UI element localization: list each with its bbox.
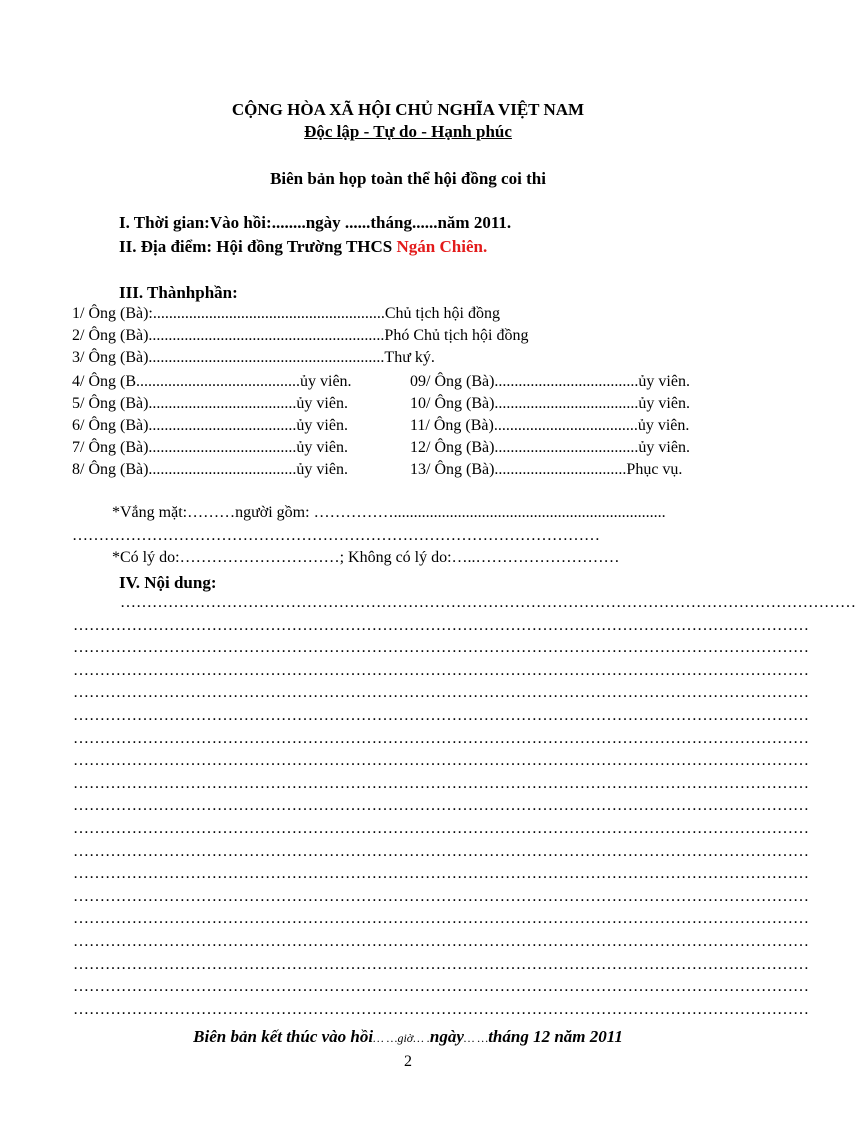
content-dotted-line: ………………………………………………………………………………………………………………………… <box>73 684 809 702</box>
closing-part-2: … …giờ… . <box>373 1031 430 1045</box>
content-dotted-line: ………………………………………………………………………………………………………………………… <box>73 616 809 634</box>
document-title: Biên bản họp toàn thể hội đồng coi thi <box>270 169 546 188</box>
content-dotted-line: ………………………………………………………………………………………………………………………… <box>73 729 809 747</box>
reason-line: *Có lý do:…………………………; Không có lý do:…..……………………… <box>112 549 620 566</box>
member-row: 1/ Ông (Bà):..........................................................Chủ tịch hội đồng <box>72 305 500 322</box>
member-row: 7/ Ông (Bà).....................................ủy viên. <box>72 439 348 456</box>
content-dotted-line: ………………………………………………………………………………………………………………………… <box>73 955 809 973</box>
content-dotted-line: ………………………………………………………………………………………………………………………… <box>73 865 809 883</box>
member-row: 6/ Ông (Bà).....................................ủy viên. <box>72 417 348 434</box>
closing-part-5: tháng 12 năm 2011 <box>488 1027 623 1046</box>
page-number: 2 <box>404 1053 412 1070</box>
content-dotted-line: ………………………………………………………………………………………………………………………… <box>73 707 809 724</box>
absent-detail-line: ……………………………………………………………………………………… <box>72 527 600 544</box>
member-row: 8/ Ông (Bà).....................................ủy viên. <box>72 461 348 478</box>
content-dotted-line: ………………………………………………………………………………………………………………………… <box>73 639 809 657</box>
member-row: 2/ Ông (Bà)...........................................................Phó Chủ tịch hội đồng <box>72 327 529 344</box>
member-row: 11/ Ông (Bà)....................................ủy viên. <box>410 417 690 434</box>
member-row: 4/ Ông (B.........................................ủy viên. <box>72 373 352 390</box>
content-dotted-line: ………………………………………………………………………………………………………………………… <box>73 933 809 950</box>
school-name: Ngán Chiên. <box>396 237 488 256</box>
closing-part-3: ngày <box>429 1027 464 1046</box>
member-row: 3/ Ông (Bà)...........................................................Thư ký. <box>72 349 435 366</box>
member-row: 12/ Ông (Bà)....................................ủy viên. <box>410 439 690 456</box>
content-dotted-line: ………………………………………………………………………………………………………………………… <box>73 842 809 860</box>
member-row: 13/ Ông (Bà).................................Phục vụ. <box>410 461 683 478</box>
closing-part-4: … … <box>463 1031 489 1045</box>
section-content-heading: IV. Nội dung: <box>119 573 217 592</box>
closing-part-1: Biên bản kết thúc vào hồi <box>193 1027 374 1046</box>
content-dotted-line: ………………………………………………………………………………………………………………………… <box>73 820 809 837</box>
content-dotted-line: ………………………………………………………………………………………………………………………… <box>73 774 809 792</box>
section-time: I. Thời gian:Vào hồi:........ngày ......tháng......năm 2011. <box>119 213 512 232</box>
content-dotted-line: ………………………………………………………………………………………………………………………… <box>73 910 809 928</box>
section-location <box>119 237 487 257</box>
content-dotted-line: ………………………………………………………………………………………………………………………… <box>73 887 809 905</box>
member-row: 10/ Ông (Bà)....................................ủy viên. <box>410 395 690 412</box>
location-prefix: II. Địa điểm: Hội đồng Trường THCS <box>119 237 397 256</box>
member-row: 09/ Ông (Bà)....................................ủy viên. <box>410 373 690 390</box>
member-row: 5/ Ông (Bà).....................................ủy viên. <box>72 395 348 412</box>
content-dotted-line: ………………………………………………………………………………………………………………………… <box>73 978 809 996</box>
content-dotted-line: ………………………………………………………………………………………………………………………… <box>73 797 809 815</box>
national-motto <box>0 122 816 142</box>
content-dotted-line: ………………………………………………………………………………………………………………………… <box>73 1000 809 1018</box>
section-members-heading: III. Thànhphần: <box>119 283 238 302</box>
closing-line <box>0 1027 816 1047</box>
absent-line: *Vắng mặt:………người gồm: …………….................................................................... <box>112 504 666 521</box>
content-dotted-line: ………………………………………………………………………………………………………………………… <box>73 661 809 679</box>
content-dotted-line: ………………………………………………………………………………………………………………………… <box>120 594 856 611</box>
motto-text: Độc lập - Tự do - Hạnh phúc <box>304 122 512 141</box>
country-name: CỘNG HÒA XÃ HỘI CHỦ NGHĨA VIỆT NAM <box>231 100 585 119</box>
content-dotted-line: ………………………………………………………………………………………………………………………… <box>73 752 809 770</box>
